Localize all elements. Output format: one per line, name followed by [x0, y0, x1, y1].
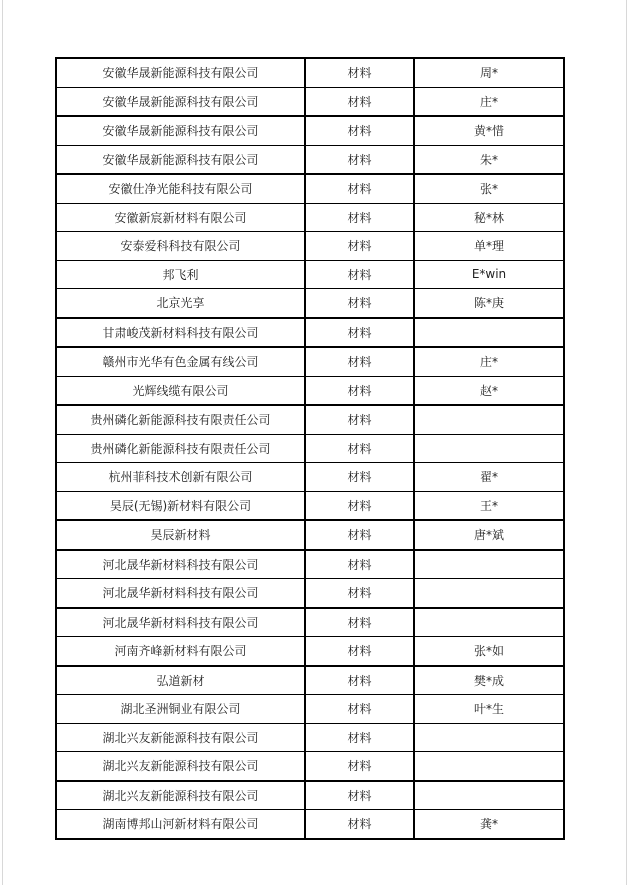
- category-cell: 材料: [305, 289, 414, 318]
- table-row: [56, 752, 564, 781]
- contact-cell: 朱*: [414, 145, 564, 174]
- company-cell: 甘肃峻茂新材料科技有限公司: [56, 318, 305, 348]
- category-cell: 材料: [305, 376, 414, 405]
- table-body: [56, 58, 564, 839]
- table-row: [56, 232, 564, 261]
- category-cell: 材料: [305, 203, 414, 232]
- company-cell: 河北晟华新材料科技有限公司: [56, 550, 305, 579]
- table-row: [56, 289, 564, 318]
- company-cell: 湖北兴友新能源科技有限公司: [56, 723, 305, 752]
- company-cell: 安徽仕净光能科技有限公司: [56, 174, 305, 203]
- page-edge-left: [2, 0, 3, 885]
- company-cell: 河北晟华新材料科技有限公司: [56, 579, 305, 608]
- company-cell: 北京光享: [56, 289, 305, 318]
- table-row: [56, 608, 564, 637]
- category-cell: 材料: [305, 116, 414, 145]
- company-cell: 邦飞利: [56, 260, 305, 289]
- table-row: [56, 695, 564, 724]
- company-cell: 安徽华晟新能源科技有限公司: [56, 87, 305, 116]
- contact-cell: 叶*生: [414, 695, 564, 724]
- contact-cell: 赵*: [414, 376, 564, 405]
- table-row: [56, 723, 564, 752]
- table-row: [56, 550, 564, 579]
- table-row: [56, 637, 564, 666]
- category-cell: 材料: [305, 579, 414, 608]
- table-row: [56, 87, 564, 116]
- category-cell: 材料: [305, 58, 414, 87]
- category-cell: 材料: [305, 608, 414, 637]
- table-row: [56, 579, 564, 608]
- contact-cell: 张*如: [414, 637, 564, 666]
- table-row: [56, 463, 564, 492]
- table-row: [56, 145, 564, 174]
- category-cell: 材料: [305, 695, 414, 724]
- contact-cell: 庄*: [414, 87, 564, 116]
- company-cell: 安泰爱科科技有限公司: [56, 232, 305, 261]
- table-row: [56, 347, 564, 376]
- table-row: [56, 376, 564, 405]
- table-row: [56, 203, 564, 232]
- company-cell: 安徽华晟新能源科技有限公司: [56, 145, 305, 174]
- category-cell: 材料: [305, 781, 414, 810]
- contact-cell: 唐*斌: [414, 520, 564, 550]
- table-row: [56, 58, 564, 87]
- table-row: [56, 520, 564, 550]
- table-row: [56, 318, 564, 348]
- table-row: [56, 491, 564, 520]
- table-row: [56, 174, 564, 203]
- category-cell: 材料: [305, 723, 414, 752]
- table-row: [56, 116, 564, 145]
- page-edge-right: [626, 0, 627, 885]
- company-cell: 安徽华晟新能源科技有限公司: [56, 58, 305, 87]
- company-cell: 湖南博邦山河新材料有限公司: [56, 810, 305, 839]
- category-cell: 材料: [305, 347, 414, 376]
- table-row: [56, 781, 564, 810]
- contact-cell: 樊*成: [414, 666, 564, 695]
- category-cell: 材料: [305, 520, 414, 550]
- contact-cell: [414, 318, 564, 348]
- category-cell: 材料: [305, 752, 414, 781]
- contact-cell: [414, 579, 564, 608]
- contact-cell: [414, 723, 564, 752]
- company-cell: 安徽新宸新材料有限公司: [56, 203, 305, 232]
- company-cell: 昊辰(无锡)新材料有限公司: [56, 491, 305, 520]
- category-cell: 材料: [305, 550, 414, 579]
- category-cell: 材料: [305, 318, 414, 348]
- category-cell: 材料: [305, 174, 414, 203]
- contact-cell: [414, 608, 564, 637]
- table-row: [56, 810, 564, 839]
- company-cell: 河南齐峰新材料有限公司: [56, 637, 305, 666]
- contact-cell: 翟*: [414, 463, 564, 492]
- table-row: [56, 666, 564, 695]
- table-row: [56, 260, 564, 289]
- company-cell: 湖北兴友新能源科技有限公司: [56, 752, 305, 781]
- category-cell: 材料: [305, 491, 414, 520]
- contact-cell: 王*: [414, 491, 564, 520]
- company-contact-table: [55, 57, 565, 840]
- category-cell: 材料: [305, 232, 414, 261]
- category-cell: 材料: [305, 463, 414, 492]
- contact-cell: 秘*林: [414, 203, 564, 232]
- contact-cell: [414, 550, 564, 579]
- category-cell: 材料: [305, 810, 414, 839]
- contact-cell: [414, 752, 564, 781]
- category-cell: 材料: [305, 260, 414, 289]
- contact-cell: E*win: [414, 260, 564, 289]
- company-cell: 光辉线缆有限公司: [56, 376, 305, 405]
- company-cell: 安徽华晟新能源科技有限公司: [56, 116, 305, 145]
- company-cell: 湖北圣洲铜业有限公司: [56, 695, 305, 724]
- contact-cell: 周*: [414, 58, 564, 87]
- contact-cell: [414, 781, 564, 810]
- company-cell: 杭州菲科技术创新有限公司: [56, 463, 305, 492]
- table-row: [56, 405, 564, 434]
- contact-cell: 陈*庚: [414, 289, 564, 318]
- category-cell: 材料: [305, 666, 414, 695]
- company-cell: 湖北兴友新能源科技有限公司: [56, 781, 305, 810]
- company-cell: 河北晟华新材料科技有限公司: [56, 608, 305, 637]
- contact-cell: 龚*: [414, 810, 564, 839]
- category-cell: 材料: [305, 145, 414, 174]
- category-cell: 材料: [305, 87, 414, 116]
- contact-cell: [414, 405, 564, 434]
- company-cell: 弘道新材: [56, 666, 305, 695]
- company-cell: 贵州磷化新能源科技有限责任公司: [56, 434, 305, 463]
- category-cell: 材料: [305, 637, 414, 666]
- contact-cell: 单*理: [414, 232, 564, 261]
- contact-cell: 黄*惜: [414, 116, 564, 145]
- company-cell: 赣州市光华有色金属有线公司: [56, 347, 305, 376]
- category-cell: 材料: [305, 405, 414, 434]
- company-cell: 昊辰新材料: [56, 520, 305, 550]
- contact-cell: 张*: [414, 174, 564, 203]
- category-cell: 材料: [305, 434, 414, 463]
- table-row: [56, 434, 564, 463]
- company-cell: 贵州磷化新能源科技有限责任公司: [56, 405, 305, 434]
- contact-cell: [414, 434, 564, 463]
- contact-cell: 庄*: [414, 347, 564, 376]
